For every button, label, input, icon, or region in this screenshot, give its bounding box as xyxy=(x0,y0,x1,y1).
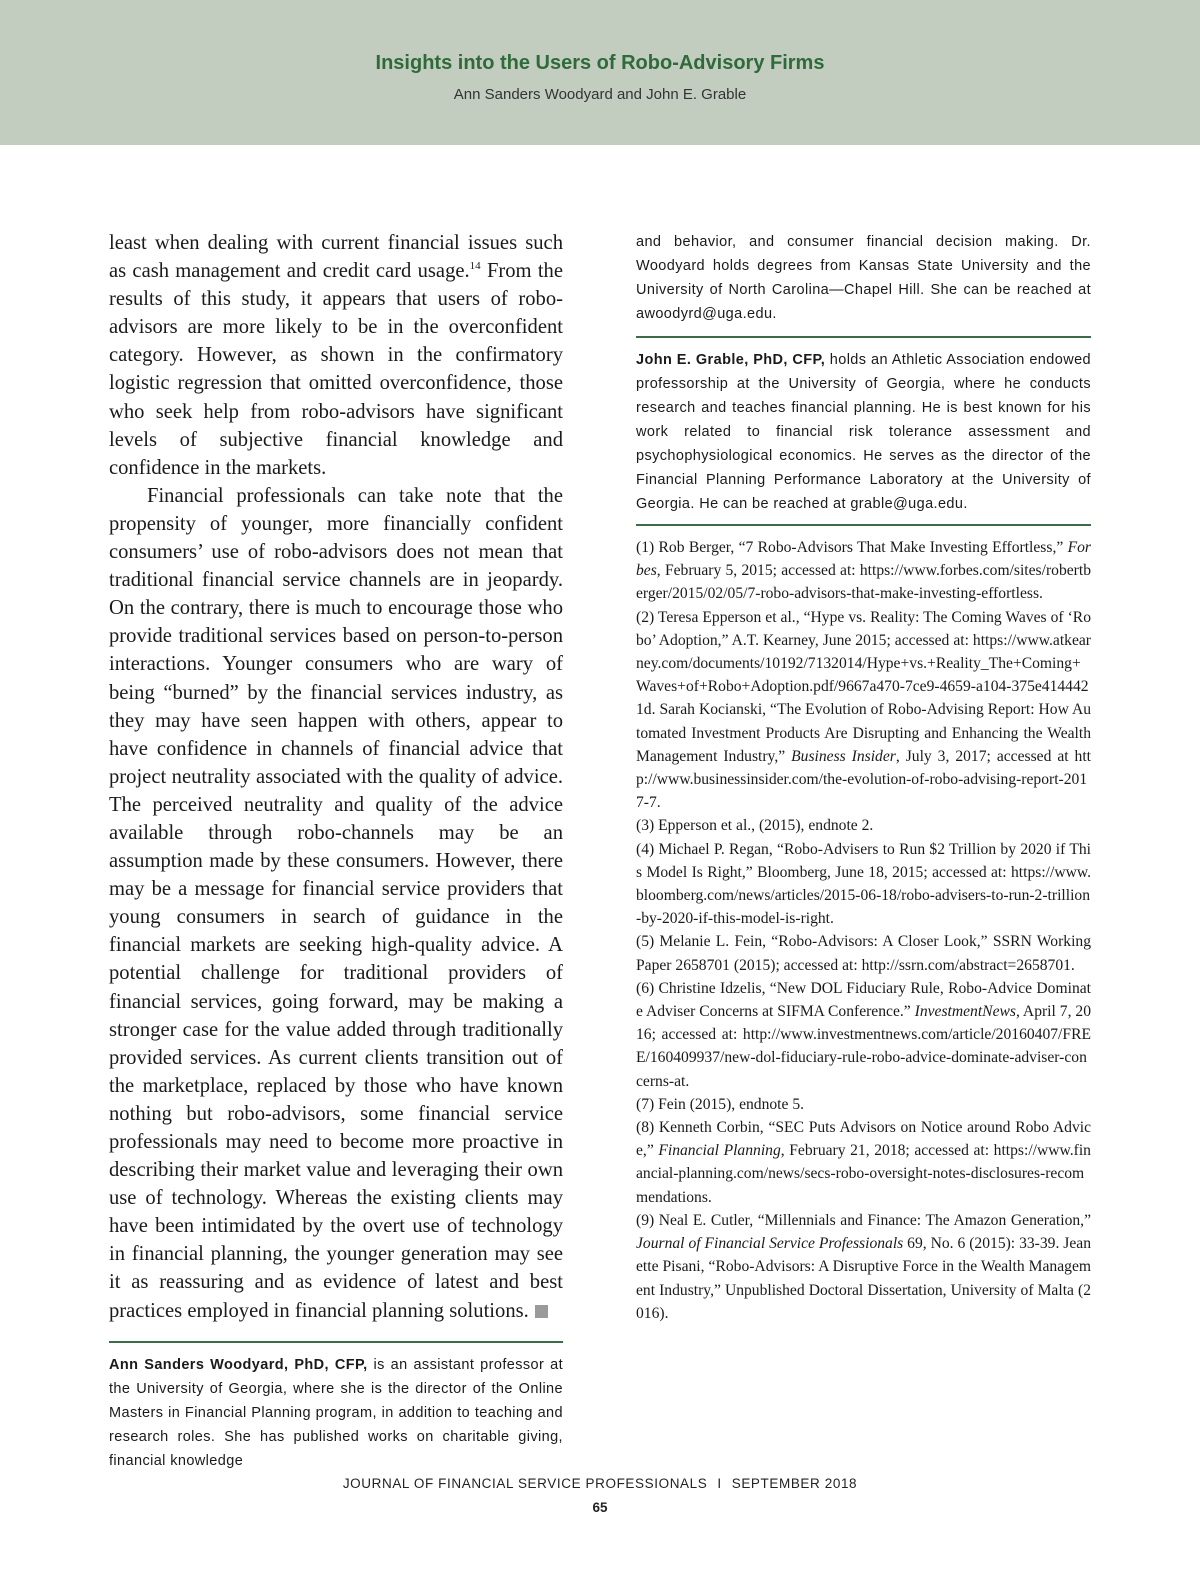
author-bio-woodyard xyxy=(109,1353,563,1473)
ref-text: (9) Neal E. Cutler, “Millennials and Finance: The Amazon Generation,” xyxy=(636,1211,1091,1229)
endnote-3: (3) Epperson et al., (2015), endnote 2. xyxy=(636,817,874,835)
bio-name: John E. Grable, PhD, CFP, xyxy=(636,352,826,368)
divider xyxy=(109,1341,563,1343)
ref-publication: Business Insider xyxy=(791,747,896,765)
ref-text: (2) Teresa Epperson et al., “Hype vs. Reality: The Coming Waves of ‘Robo’ Adoption,” A.T. Kearney, June 2015; accessed at: https://www.atkearney.com/documents/10192/7132014/Hype+vs.+Reality_The+Coming+Waves+of+Robo+Adoption.pdf/9667a470-7ce9-4659-a104-375e4144421d. Sarah Kocianski, “The Evolution of Robo-Advising Report: How Automated Investment Products Are Disrupting and Enhancing the Wealth Management Industry,” xyxy=(636,608,1091,765)
article-title: Insights into the Users of Robo-Advisory Firms xyxy=(375,52,825,74)
ref-text: 69, No. 6 (2015): 33-39. Jeanette Pisani, “Robo-Advisors: A Disruptive Force in the Wealth Management Industry,” Unpublished Doctoral Dissertation, University of Malta (2016). xyxy=(636,1235,1091,1322)
body-text-segment: From the results of this study, it appears that users of robo-advisors are more likely to be in the overconfident category. However, as shown in the confirmatory logistic regression that omitted overconfidence, those who seek help from robo-advisors have significant levels of subjective financial knowledge and confidence in the markets. xyxy=(109,260,563,479)
divider xyxy=(636,336,1091,338)
bio-name: Ann Sanders Woodyard, PhD, CFP, xyxy=(109,1356,368,1373)
endnote-5: (5) Melanie L. Fein, “Robo-Advisors: A Closer Look,” SSRN Working Paper 2658701 (2015); accessed at: http://ssrn.com/abstract=2658701. xyxy=(636,933,1091,974)
ref-publication: Forbes xyxy=(636,539,1091,580)
body-paragraph-1 xyxy=(109,229,563,482)
ref-text: , February 5, 2015; accessed at: https://www.forbes.com/sites/robertberger/2015/02/05/7-robo-advisors-that-make-investing-effortless. xyxy=(636,562,1091,603)
endnote-1 xyxy=(636,536,1091,606)
divider xyxy=(636,524,1091,526)
ref-text: , July 3, 2017; accessed at http://www.businessinsider.com/the-evolution-of-robo-advising-report-2017-7. xyxy=(636,747,1092,812)
bio-text: is an assistant professor at the University of Georgia, where she is the director of the Online Masters in Financial Planning program, in addition to teaching and research roles. She has published works on charitable giving, financial knowledge xyxy=(109,1356,564,1469)
author-bio-grable xyxy=(636,348,1091,516)
ref-publication: Financial Planning xyxy=(658,1142,781,1160)
endnotes xyxy=(636,536,1091,1325)
running-header xyxy=(0,0,1200,145)
endnote-4: (4) Michael P. Regan, “Robo-Advisers to Run $2 Trillion by 2020 if This Model Is Right,” Bloomberg, June 18, 2015; accessed at: https://www.bloomberg.com/news/articles/2015-06-18/robo-advisers-to-run-2-trillion-by-2020-if-this-model-is-right. xyxy=(636,840,1091,928)
body-text-segment: Financial professionals can take note that the propensity of younger, more financially confident consumers’ use of robo-advisors does not mean that traditional financial service channels are in jeopardy. On the contrary, there is much to encourage those who provide traditional services based on person-to-person interactions. Younger consumers who are wary of being “burned” by the financial services industry, as they may have seen happen with others, appear to have confidence in channels of financial advice that project neutrality associated with the quality of advice. The perceived neutrality and quality of the advice available through robo-channels may be an assumption made by these consumers. However, there may be a message for financial service providers that young consumers in search of guidance in the financial markets are seeking high-quality advice. A potential challenge for traditional providers of financial services, going forward, may be making a stronger case for the value added through traditionally provided services. As current clients transition out of the marketplace, replaced by those who have known nothing but robo-advisors, some financial service professionals may need to become more proactive in describing their market value and leveraging their own use of technology. Whereas the existing clients may have been intimidated by the overt use of technology in financial planning, the younger generation may see it as reassuring and as evidence of latest and best practices employed in financial planning solutions. xyxy=(109,484,563,1322)
left-column xyxy=(109,229,563,1473)
footnote-marker: 14 xyxy=(469,260,481,273)
body-paragraph-2 xyxy=(109,482,563,1325)
footer-separator: I xyxy=(717,1476,722,1491)
article-authors: Ann Sanders Woodyard and John E. Grable xyxy=(453,86,747,103)
endnote-9 xyxy=(636,1209,1091,1325)
endnote-2 xyxy=(636,606,1091,815)
page-number: 65 xyxy=(592,1500,608,1515)
issue-date: SEPTEMBER 2018 xyxy=(731,1476,858,1491)
right-column xyxy=(636,229,1091,1325)
body-text-segment: least when dealing with current financial issues such as cash management and credit card usage. xyxy=(109,232,563,283)
running-footer xyxy=(0,1476,1200,1491)
ref-publication: InvestmentNews xyxy=(914,1003,1016,1021)
endnote-6 xyxy=(636,977,1091,1093)
bio-text: holds an Athletic Association endowed professorship at the University of Georgia, where he conducts research and teaches financial planning. He is best known for his work related to financial risk tolerance assessment and psychophysiological economics. He serves as the director of the Financial Planning Performance Laboratory at the University of Georgia. He can be reached at grable@uga.edu. xyxy=(636,352,1091,512)
end-of-article-icon xyxy=(535,1305,548,1318)
endnote-7: (7) Fein (2015), endnote 5. xyxy=(636,1095,805,1113)
ref-text: (6) Christine Idzelis, “New DOL Fiduciary Rule, Robo-Advice Dominate Adviser Concerns at SIFMA Conference.” xyxy=(636,979,1091,1021)
journal-name: JOURNAL OF FINANCIAL SERVICE PROFESSIONALS xyxy=(342,1476,708,1491)
endnote-8 xyxy=(636,1116,1091,1209)
ref-text: (1) Rob Berger, “7 Robo-Advisors That Make Investing Effortless,” xyxy=(636,539,1068,556)
ref-text: , April 7, 2016; accessed at: http://www.investmentnews.com/article/20160407/FREE/160409937/new-dol-fiduciary-rule-robo-advice-dominate-adviser-concerns-at. xyxy=(636,1003,1091,1090)
author-bio-woodyard-continued: and behavior, and consumer financial decision making. Dr. Woodyard holds degrees from Kansas State University and the University of North Carolina—Chapel Hill. She can be reached at awoodyrd@uga.edu. xyxy=(636,234,1091,322)
ref-text: (8) Kenneth Corbin, “SEC Puts Advisors on Notice around Robo Advice,” xyxy=(636,1119,1091,1160)
ref-publication: Journal of Financial Service Professionals xyxy=(636,1235,904,1253)
ref-text: , February 21, 2018; accessed at: https://www.financial-planning.com/news/secs-robo-oversight-notes-disclosures-recommendations. xyxy=(636,1142,1091,1206)
